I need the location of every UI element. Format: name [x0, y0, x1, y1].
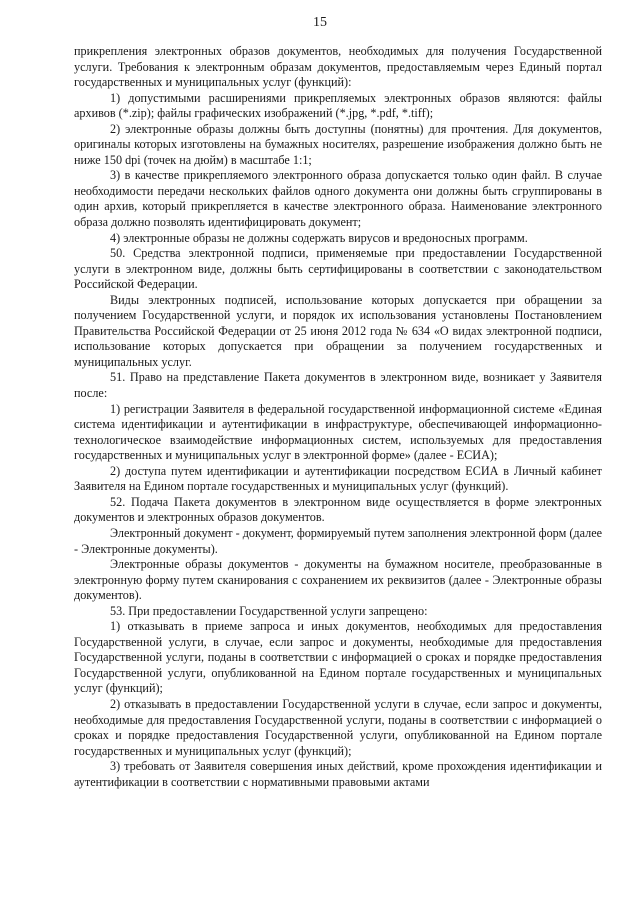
page-body — [74, 44, 602, 790]
paragraph-electronic-images: Электронные образы документов - документы на бумажном носителе, преобразованные в электронную форму путем сканирования с сохранением их реквизитов (далее - Электронные образы документов). — [74, 557, 602, 603]
paragraph-item-3-single-file: 3) в качестве прикрепляемого электронного образа допускается только один файл. В случае необходимости передачи нескольких файлов одного документа они должны быть сгруппированы в один архив, который прикрепляется в качестве электронного образа. Наименование электронного образа должно позволять идентифицировать документ; — [74, 168, 602, 230]
paragraph-clause-53-item-1: 1) отказывать в приеме запроса и иных документов, необходимых для предоставления Государственной услуги, в случае, если запрос и документы, необходимые для предоставления Государственной услуги, поданы в соответствии с информацией о сроках и порядке предоставления Государственной услуги, опубликованной на Едином портале государственных и муниципальных услуг (функций); — [74, 619, 602, 696]
paragraph-clause-53: 53. При предоставлении Государственной услуги запрещено: — [110, 603, 428, 618]
paragraph-clause-51-item-2: 2) доступа путем идентификации и аутентификации посредством ЕСИА в Личный кабинет Заявителя на Едином портале государственных и муниципальных услуг (функций). — [74, 463, 602, 494]
paragraph-clause-52: 52. Подача Пакета документов в электронном виде осуществляется в форме электронных документов и электронных образов документов. — [74, 494, 602, 525]
paragraph-clause-53-item-3: 3) требовать от Заявителя совершения иных действий, кроме прохождения идентификации и аутентификации в соответствии с нормативными правовыми актами — [74, 759, 602, 789]
page-number: 15 — [313, 15, 327, 30]
paragraph-clause-53-item-2: 2) отказывать в предоставлении Государственной услуги в случае, если запрос и документы, необходимые для предоставления Государственной услуги, поданы в соответствии с информацией о сроках и порядке предоставления Государственной услуги, опубликованной на Едином портале государственных и муниципальных услуг (функций); — [74, 696, 602, 758]
paragraph-continuation: прикрепления электронных образов документов, необходимых для получения Государственной услуги. Требования к электронным образам документов, предоставляемым через Единый портал государственных и муниципальных услуг (функций): — [74, 44, 602, 90]
paragraph-item-2-readability: 2) электронные образы должны быть доступны (понятны) для прочтения. Для документов, оригиналы которых изготовлены на бумажных носителях, разрешение изображения должно быть не ниже 150 dpi (точек на дюйм) в масштабе 1:1; — [74, 121, 602, 167]
paragraph-item-1-extensions: 1) допустимыми расширениями прикрепляемых электронных образов являются: файлы архивов (*.zip); файлы графических изображений (*.jpg, *.pdf, *.tiff); — [74, 90, 602, 121]
paragraph-item-4-no-viruses: 4) электронные образы не должны содержать вирусов и вредоносных программ. — [110, 230, 528, 245]
paragraph-signature-types: Виды электронных подписей, использование которых допускается при обращении за получением Государственной услуги, и порядок их использования установлены Постановлением Правительства Российской Федерации от 25 июня 2012 года № 634 «О видах электронной подписи, использование которых допускается при обращении за получением государственных и муниципальных услуг. — [74, 292, 602, 369]
paragraph-clause-51-item-1: 1) регистрации Заявителя в федеральной государственной информационной системе «Единая система идентификации и аутентификации в инфраструктуре, обеспечивающей информационно-технологическое взаимодействие информационных систем, используемых для предоставления государственных и муниципальных услуг в электронной форме» (далее - ЕСИА); — [74, 401, 602, 463]
paragraph-electronic-document: Электронный документ - документ, формируемый путем заполнения электронной форм (далее - Электронные документы). — [74, 525, 603, 556]
paragraph-clause-51: 51. Право на представление Пакета документов в электронном виде, возникает у Заявителя после: — [74, 370, 602, 401]
paragraph-clause-50: 50. Средства электронной подписи, применяемые при предоставлении Государственной услуги в электронном виде, должны быть сертифицированы в соответствии с законодательством Российской Федерации. — [74, 246, 602, 292]
